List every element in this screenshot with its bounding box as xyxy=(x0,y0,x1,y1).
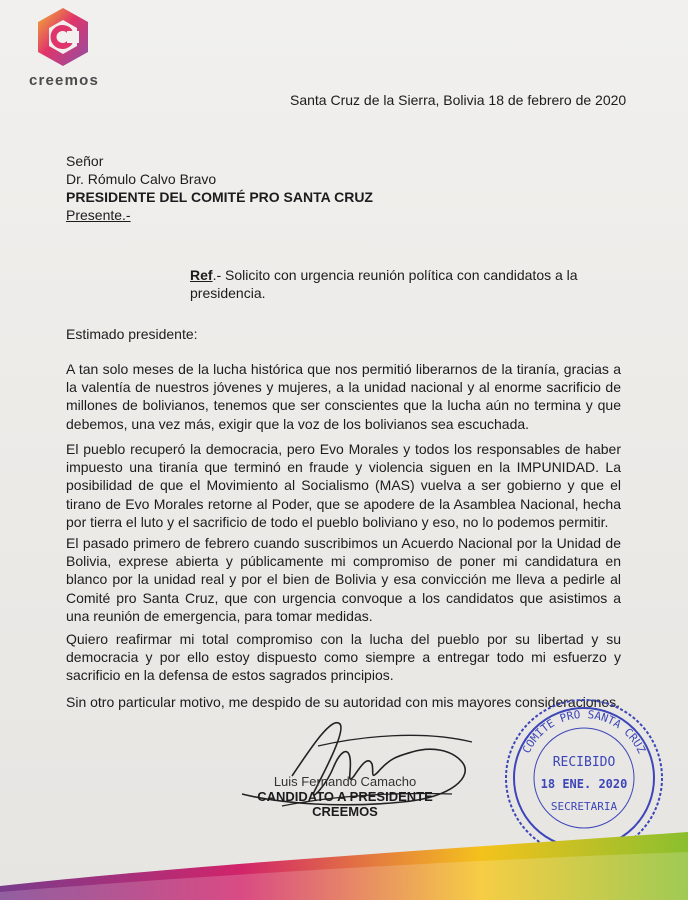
closing-line: Sin otro particular motivo, me despido de su autoridad con mis mayores consideraciones. xyxy=(66,694,621,710)
signer-party: CREEMOS xyxy=(312,804,378,819)
recipient-title: PRESIDENTE DEL COMITÉ PRO SANTA CRUZ xyxy=(66,189,373,205)
paragraph-1: A tan solo meses de la lucha histórica que nos permitió liberarnos de la tiranía, gracias a la valentía de nuestros jóvenes y mujeres, a la unidad nacional y al enorme sacrificio de millones de bolivianos, tenemos que ser conscientes que la lucha aún no termina y que debemos, una vez más, exigir que la voz de los bolivianos sea escuchada. xyxy=(66,361,621,432)
stamp-status: RECIBIDO xyxy=(552,755,616,770)
paragraph-4: Quiero reafirmar mi total compromiso con la lucha del pueblo por su libertad y su democracia y por ello estoy dispuesto como siempre a entregar todo mi esfuerzo y sacrificio en la defensa de estos sagrados principios. xyxy=(66,631,621,684)
brand-name: creemos xyxy=(28,72,100,89)
stamp-office: SECRETARIA xyxy=(550,800,618,813)
recipient-block xyxy=(66,152,373,224)
signer-role: CANDIDATO A PRESIDENTE xyxy=(257,789,433,804)
creemos-logo-mark-icon xyxy=(32,6,94,68)
salutation: Estimado presidente: xyxy=(66,326,198,342)
recipient-greeting: Señor xyxy=(66,153,104,169)
reference-line xyxy=(190,266,610,302)
recipient-presente: Presente.- xyxy=(66,207,131,223)
reference-text: .- Solicito con urgencia reunión política con candidatos a la presidencia. xyxy=(190,267,578,301)
reference-label: Ref xyxy=(190,267,213,283)
paragraph-3: El pasado primero de febrero cuando suscribimos un Acuerdo Nacional por la Unidad de Bolivia, exprese abierta y públicamente mi compromiso de poner mi candidatura en blanco por la unidad real y por el bien de Bolivia y esa convicción me lleva a pedirle al Comité pro Santa Cruz, que con urgencia convoque a los candidatos que asistimos a una reunión de emergencia, para tomar medidas. xyxy=(66,535,621,624)
stamp-date: 18 ENE. 2020 xyxy=(540,777,628,791)
signer-name: Luis Fernando Camacho xyxy=(273,774,417,789)
creemos-logo xyxy=(18,6,108,90)
footer-color-band xyxy=(0,812,688,900)
recipient-name: Dr. Rómulo Calvo Bravo xyxy=(66,171,217,187)
date-line: Santa Cruz de la Sierra, Bolivia 18 de febrero de 2020 xyxy=(290,92,627,108)
paragraph-2: El pueblo recuperó la democracia, pero Evo Morales y todos los responsables de haber impuesto una tiranía que terminó en fraude y violencia siguen en la IMPUNIDAD. La posibilidad de que el Movimiento al Socialismo (MAS) vuelva a ser gobierno y que el tirano de Evo Morales retorne al Poder, que se apodere de la Asamblea Nacional, hecha por tierra el luto y el sacrificio de todo el pueblo boliviano y eso, no lo podemos permitir. xyxy=(66,441,621,530)
stamp-ring-text: COMITE PRO SANTA CRUZ xyxy=(519,708,649,756)
